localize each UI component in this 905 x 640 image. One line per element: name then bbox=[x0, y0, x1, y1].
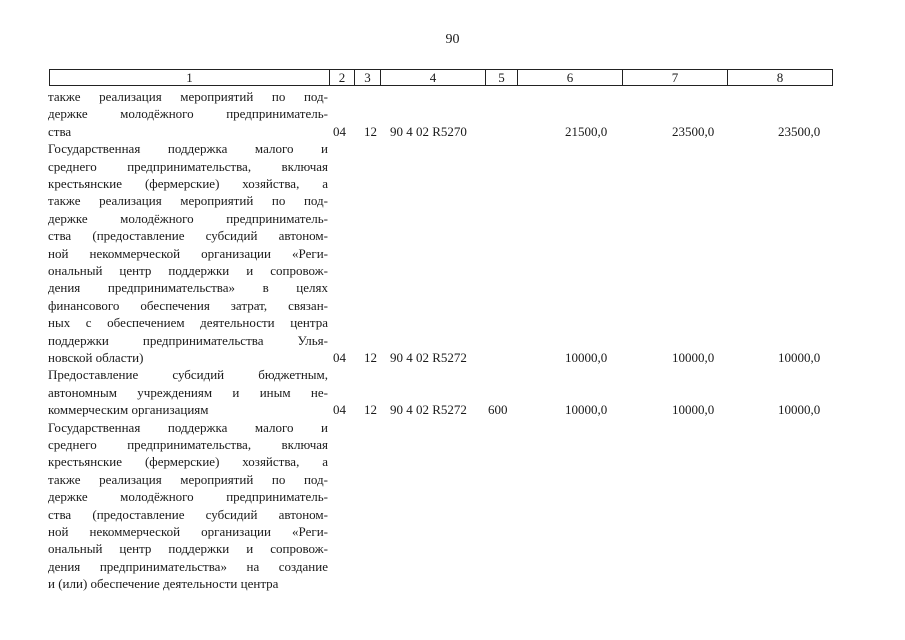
row-text-line: среднего предпринимательства, включая bbox=[48, 158, 328, 174]
row-text-line: финансового обеспечения затрат, связан- bbox=[48, 297, 328, 313]
cell-c8: 10000,0 bbox=[778, 402, 821, 418]
cell-c3: 12 bbox=[364, 402, 377, 418]
row-text-line: Государственная поддержка малого и bbox=[48, 141, 328, 157]
cell-c7: 10000,0 bbox=[672, 350, 715, 365]
row-text-line: дения предпринимательства» в целях bbox=[48, 280, 328, 296]
cell-c7: 23500,0 bbox=[672, 123, 715, 139]
cell-c4: 90 4 02 R5272 bbox=[390, 350, 467, 365]
header-col-3: 3 bbox=[364, 70, 371, 85]
row-text-line: также реализация мероприятий по под- bbox=[48, 193, 328, 209]
header-col-4: 4 bbox=[429, 70, 437, 85]
row-text-line: Предоставление субсидий бюджетным, bbox=[48, 367, 328, 383]
row-text-line: ной некоммерческой организации «Реги- bbox=[48, 245, 328, 261]
row-text-line: также реализация мероприятий по под- bbox=[48, 89, 328, 104]
header-col-5: 5 bbox=[498, 70, 505, 85]
row-text-line: и (или) обеспечение деятельности центра bbox=[48, 576, 279, 592]
row-text-line: крестьянские (фермерские) хозяйства, а bbox=[48, 454, 328, 470]
header-col-8: 8 bbox=[776, 70, 784, 85]
row-text-line: держке молодёжного предприниматель- bbox=[48, 489, 328, 505]
row-text-line: ональный центр поддержки и сопровож- bbox=[48, 541, 328, 557]
row-text-line: дения предпринимательства» на создание bbox=[48, 558, 328, 574]
row-text-line: держке молодёжного предприниматель- bbox=[48, 106, 328, 122]
row-text-line: ной некоммерческой организации «Реги- bbox=[48, 524, 328, 539]
row-text-line: держке молодёжного предприниматель- bbox=[48, 210, 328, 226]
row-text-line: ства bbox=[48, 123, 72, 139]
row-text-line: ональный центр поддержки и сопровож- bbox=[48, 263, 328, 278]
cell-c4: 90 4 02 R5270 bbox=[390, 123, 467, 139]
cell-c2: 04 bbox=[333, 402, 346, 418]
header-col-2: 2 bbox=[338, 70, 346, 85]
row-text-line: новской области) bbox=[48, 350, 144, 365]
row-text-line: Государственная поддержка малого и bbox=[48, 419, 328, 435]
cell-c8: 10000,0 bbox=[778, 350, 821, 365]
page-number: 90 bbox=[445, 32, 460, 47]
cell-c2: 04 bbox=[333, 123, 346, 139]
header-col-6: 6 bbox=[566, 70, 574, 85]
cell-c3: 12 bbox=[364, 350, 377, 365]
cell-c6: 21500,0 bbox=[565, 123, 608, 139]
row-text-line: поддержки предпринимательства Улья- bbox=[48, 332, 328, 348]
row-text-line: коммерческим организациям bbox=[48, 402, 209, 418]
cell-c8: 23500,0 bbox=[778, 123, 821, 139]
row-text-line: автономным учреждениям и иным не- bbox=[48, 384, 328, 400]
cell-c2: 04 bbox=[333, 350, 346, 365]
cell-c5: 600 bbox=[488, 402, 508, 418]
row-text-line: ства (предоставление субсидий автоном- bbox=[48, 506, 328, 522]
row-text-line: ных с обеспечением деятельности центра bbox=[48, 315, 328, 331]
row-text-line: среднего предпринимательства, включая bbox=[48, 437, 328, 452]
cell-c3: 12 bbox=[364, 123, 377, 139]
header-col-7: 7 bbox=[671, 70, 679, 85]
cell-c7: 10000,0 bbox=[672, 402, 715, 418]
row-text-line: также реализация мероприятий по под- bbox=[48, 471, 328, 487]
header-col-1: 1 bbox=[186, 70, 193, 85]
cell-c6: 10000,0 bbox=[565, 350, 608, 365]
cell-c6: 10000,0 bbox=[565, 402, 608, 418]
cell-c4: 90 4 02 R5272 bbox=[390, 402, 467, 418]
row-text-line: ства (предоставление субсидий автоном- bbox=[48, 228, 328, 244]
row-text-line: крестьянские (фермерские) хозяйства, а bbox=[48, 176, 328, 191]
table-header-row bbox=[49, 69, 833, 86]
